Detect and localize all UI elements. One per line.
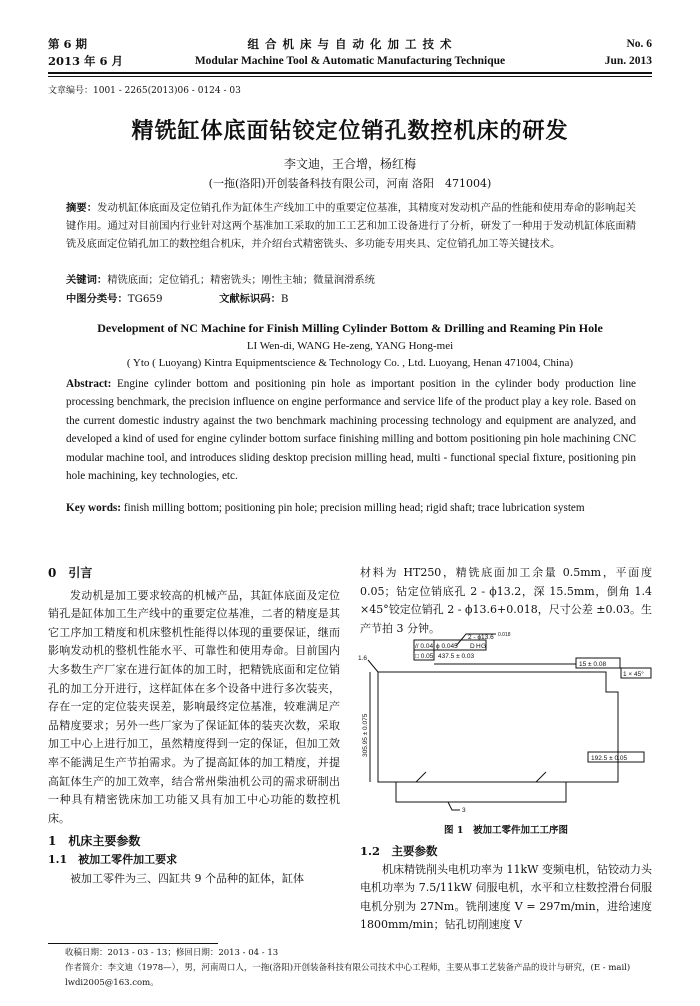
fig-dim-position: ϕ 0.045 [436, 643, 458, 650]
fig-datum-d: D [470, 643, 475, 650]
authors-cn: 李文迪，王合增，杨红梅 [283, 157, 416, 171]
process-drawing-figure [356, 632, 654, 820]
material-paragraph: 材料为 HT250，精铣底面加工余量 0.5mm，平面度 0.05；钻定位销底孔 2 - ϕ13.2，深 15.5mm，倒角 1.4 ×45°铰定位销孔 2 - ϕ13.6+0.018，尺寸公差 ±0.03。生产节拍 3 分钟。 [360, 566, 652, 635]
fig-roughness-3: 3 [462, 807, 466, 814]
section-0-paragraph: 发动机是加工要求较高的机械产品，其缸体底面及定位销孔是缸体加工生产线中的重要定位基准，二者的精度是其它工序加工精度和机床整机性能得以体现的重要保证，继而影响发动机的整机性能水平、可靠性和使用寿命。目前国内大多数生产厂家在进行缸体的加工时，把精铣底面和定位销孔的加工分开进行，这样缸体在多个设备中进行多次装夹，存在一定的定位装夹误差，影响最终定位基准，较难满足产品精度要求；另外一些厂家为了保证缸体的装夹次数，采取加工中心上进行加工，虽然精度得到一定的保证，但加工效率不能满足生产节拍需求。为了提高缸体的加工精度，并提高缸体生产的加工效率，结合常州柴油机公司的需求研制出一种具有精密铣床加工功能又具有加工中心功能的数控机床。 [48, 588, 340, 825]
fig-dim-192: 192.5 ± 0.05 [591, 755, 628, 762]
doc-code-label: 文献标识码： [219, 293, 281, 305]
fig-datum-h: H [476, 643, 481, 650]
keywords-cn-text: 精铣底面；定位销孔；精密铣头；刚性主轴；微量润滑系统 [107, 274, 375, 286]
fig-dim-pin: 2 - ϕ13.6 [468, 634, 494, 641]
fig-dim-parallel: // 0.04 [415, 643, 434, 650]
section-1-title: 1 机床主要参数 [48, 834, 141, 849]
affiliation-cn: (一拖(洛阳)开创装备科技有限公司，河南 洛阳 471004) [208, 177, 492, 190]
section-1-1-paragraph: 被加工零件为三、四缸共 9 个品种的缸体，缸体 [70, 871, 304, 885]
fig-dim-tol-sup: 0.018 [498, 632, 511, 638]
keywords-cn [66, 271, 636, 289]
header-center [160, 36, 540, 70]
date-en: Jun. 2013 [604, 55, 652, 67]
abstract-en-label: Abstract: [66, 378, 112, 390]
section-1-2-paragraph: 机床精铣削头电机功率为 11kW 变频电机，钻铰动力头电机功率为 7.5/11kW 伺服电机，水平和立柱数控滑台伺服电机分别为 27Nm。铣削速度 V = 297m/min，进给速度 1800mm/min；钻孔切削速度 V [360, 862, 652, 932]
clc-label: 中图分类号： [66, 293, 128, 305]
footnote-dates: 收稿日期：2013 - 03 - 13；修回日期：2013 - 04 - 13 [65, 948, 279, 958]
section-1-2-title: 1.2 主要参数 [360, 844, 438, 858]
keywords-en [66, 499, 636, 517]
header-right [560, 36, 652, 70]
fig-datum-g: G [481, 643, 487, 650]
footnote-author: 作者简介：李文迪（1978—），男，河南周口人，一拖(洛阳)开创装备科技有限公司技术中心工程师，主要从事工艺装备产品的设计与研究，(E - mail) lwdi2005@163.com。 [65, 963, 631, 988]
issue-cn: 第 6 期 [48, 37, 88, 51]
fig-roughness: 1.6 [358, 655, 368, 662]
surface-leader [368, 660, 378, 672]
fig-dim-305: 305.95 ± 0.075 [362, 713, 369, 757]
fig-dim-flatness: □ 0.05 [415, 653, 434, 660]
part-outline [378, 672, 618, 782]
fig-dim-15: 15 ± 0.08 [579, 661, 607, 668]
part-inner-boss [396, 782, 566, 802]
journal-name-cn: 组 合 机 床 与 自 动 化 加 工 技 术 [247, 37, 453, 51]
header-left [48, 36, 123, 70]
abstract-en [66, 375, 636, 485]
hatch-2 [536, 772, 546, 782]
journal-name-en: Modular Machine Tool & Automatic Manufacturing Technique [194, 55, 506, 67]
clc-value: TG659 [127, 293, 163, 305]
footnote [48, 946, 652, 991]
section-1-1-title: 1.1 被加工零件加工要求 [48, 852, 178, 866]
affiliation-en: ( Yto ( Luoyang) Kintra Equipmentscience & Technology Co. , Ltd. Luoyang, Henan 471004, China) [126, 357, 574, 369]
abstract-cn-label: 摘要： [66, 202, 98, 214]
abstract-en-text: Engine cylinder bottom and positioning pin hole as important position in the cylinder body production line processing benchmark, the precision influence on engine performance and service life of the product play a key role. Based on the current domestic industry against the two benchmark machining processing technology and equipment are analyzed, and developed a kind of used for engine cylinder bottom surface finishing milling and bottom positioning pin hole machining CNC modular machine tool, and introduces sliding desktop precision milling head, multi - functional special fixture, positioning pin hole machining, key technologies, etc. [66, 378, 637, 483]
fig-dim-chamfer: 1 × 45° [623, 671, 644, 678]
keywords-cn-label: 关键词： [66, 274, 108, 286]
title-cn: 精铣缸体底面钻铰定位销孔数控机床的研发 [131, 118, 569, 144]
bottom-leader [448, 802, 460, 810]
left-column [48, 564, 340, 888]
authors-en: LI Wen-di, WANG He-zeng, YANG Hong-mei [246, 340, 454, 352]
footnote-rule [48, 943, 218, 944]
date-cn: 2013 年 6 月 [48, 54, 124, 68]
title-en: Development of NC Machine for Finish Milling Cylinder Bottom & Drilling and Reaming Pin Hole [97, 321, 603, 335]
keywords-en-label: Key words: [66, 502, 121, 514]
hatch-1 [416, 772, 426, 782]
doc-code-value: B [280, 293, 289, 305]
right-column [360, 564, 652, 638]
abstract-cn-text: 发动机缸体底面及定位销孔作为缸体生产线加工中的重要定位基准，其精度对发动机产品的性能和使用寿命的影响起关键作用。通过对目前国内行业针对这两个基准加工采取的加工工艺和加工设备进行了分析，研发了一种用于发动机缸体底面精铣及底面定位销孔加工的数控组合机床，并介绍台式精密铣头、多功能专用夹具、定位销孔加工等关键技术。 [66, 202, 637, 250]
section-0-title: 0 引言 [48, 566, 93, 580]
figure-caption: 图 1 被加工零件加工工序图 [444, 825, 568, 836]
fig-dim-437: 437.5 ± 0.03 [438, 653, 475, 660]
article-number: 文章编号：1001 - 2265(2013)06 - 0124 - 03 [48, 86, 241, 96]
header-rule-thin [48, 76, 652, 77]
keywords-en-text: finish milling bottom; positioning pin hole; precision milling head; rigid shaft; trace lubrication system [123, 502, 585, 514]
issue-en: No. 6 [626, 38, 652, 50]
right-column-lower [360, 842, 652, 935]
abstract-cn [66, 199, 636, 253]
classification [66, 290, 288, 308]
header-rule [48, 72, 652, 74]
